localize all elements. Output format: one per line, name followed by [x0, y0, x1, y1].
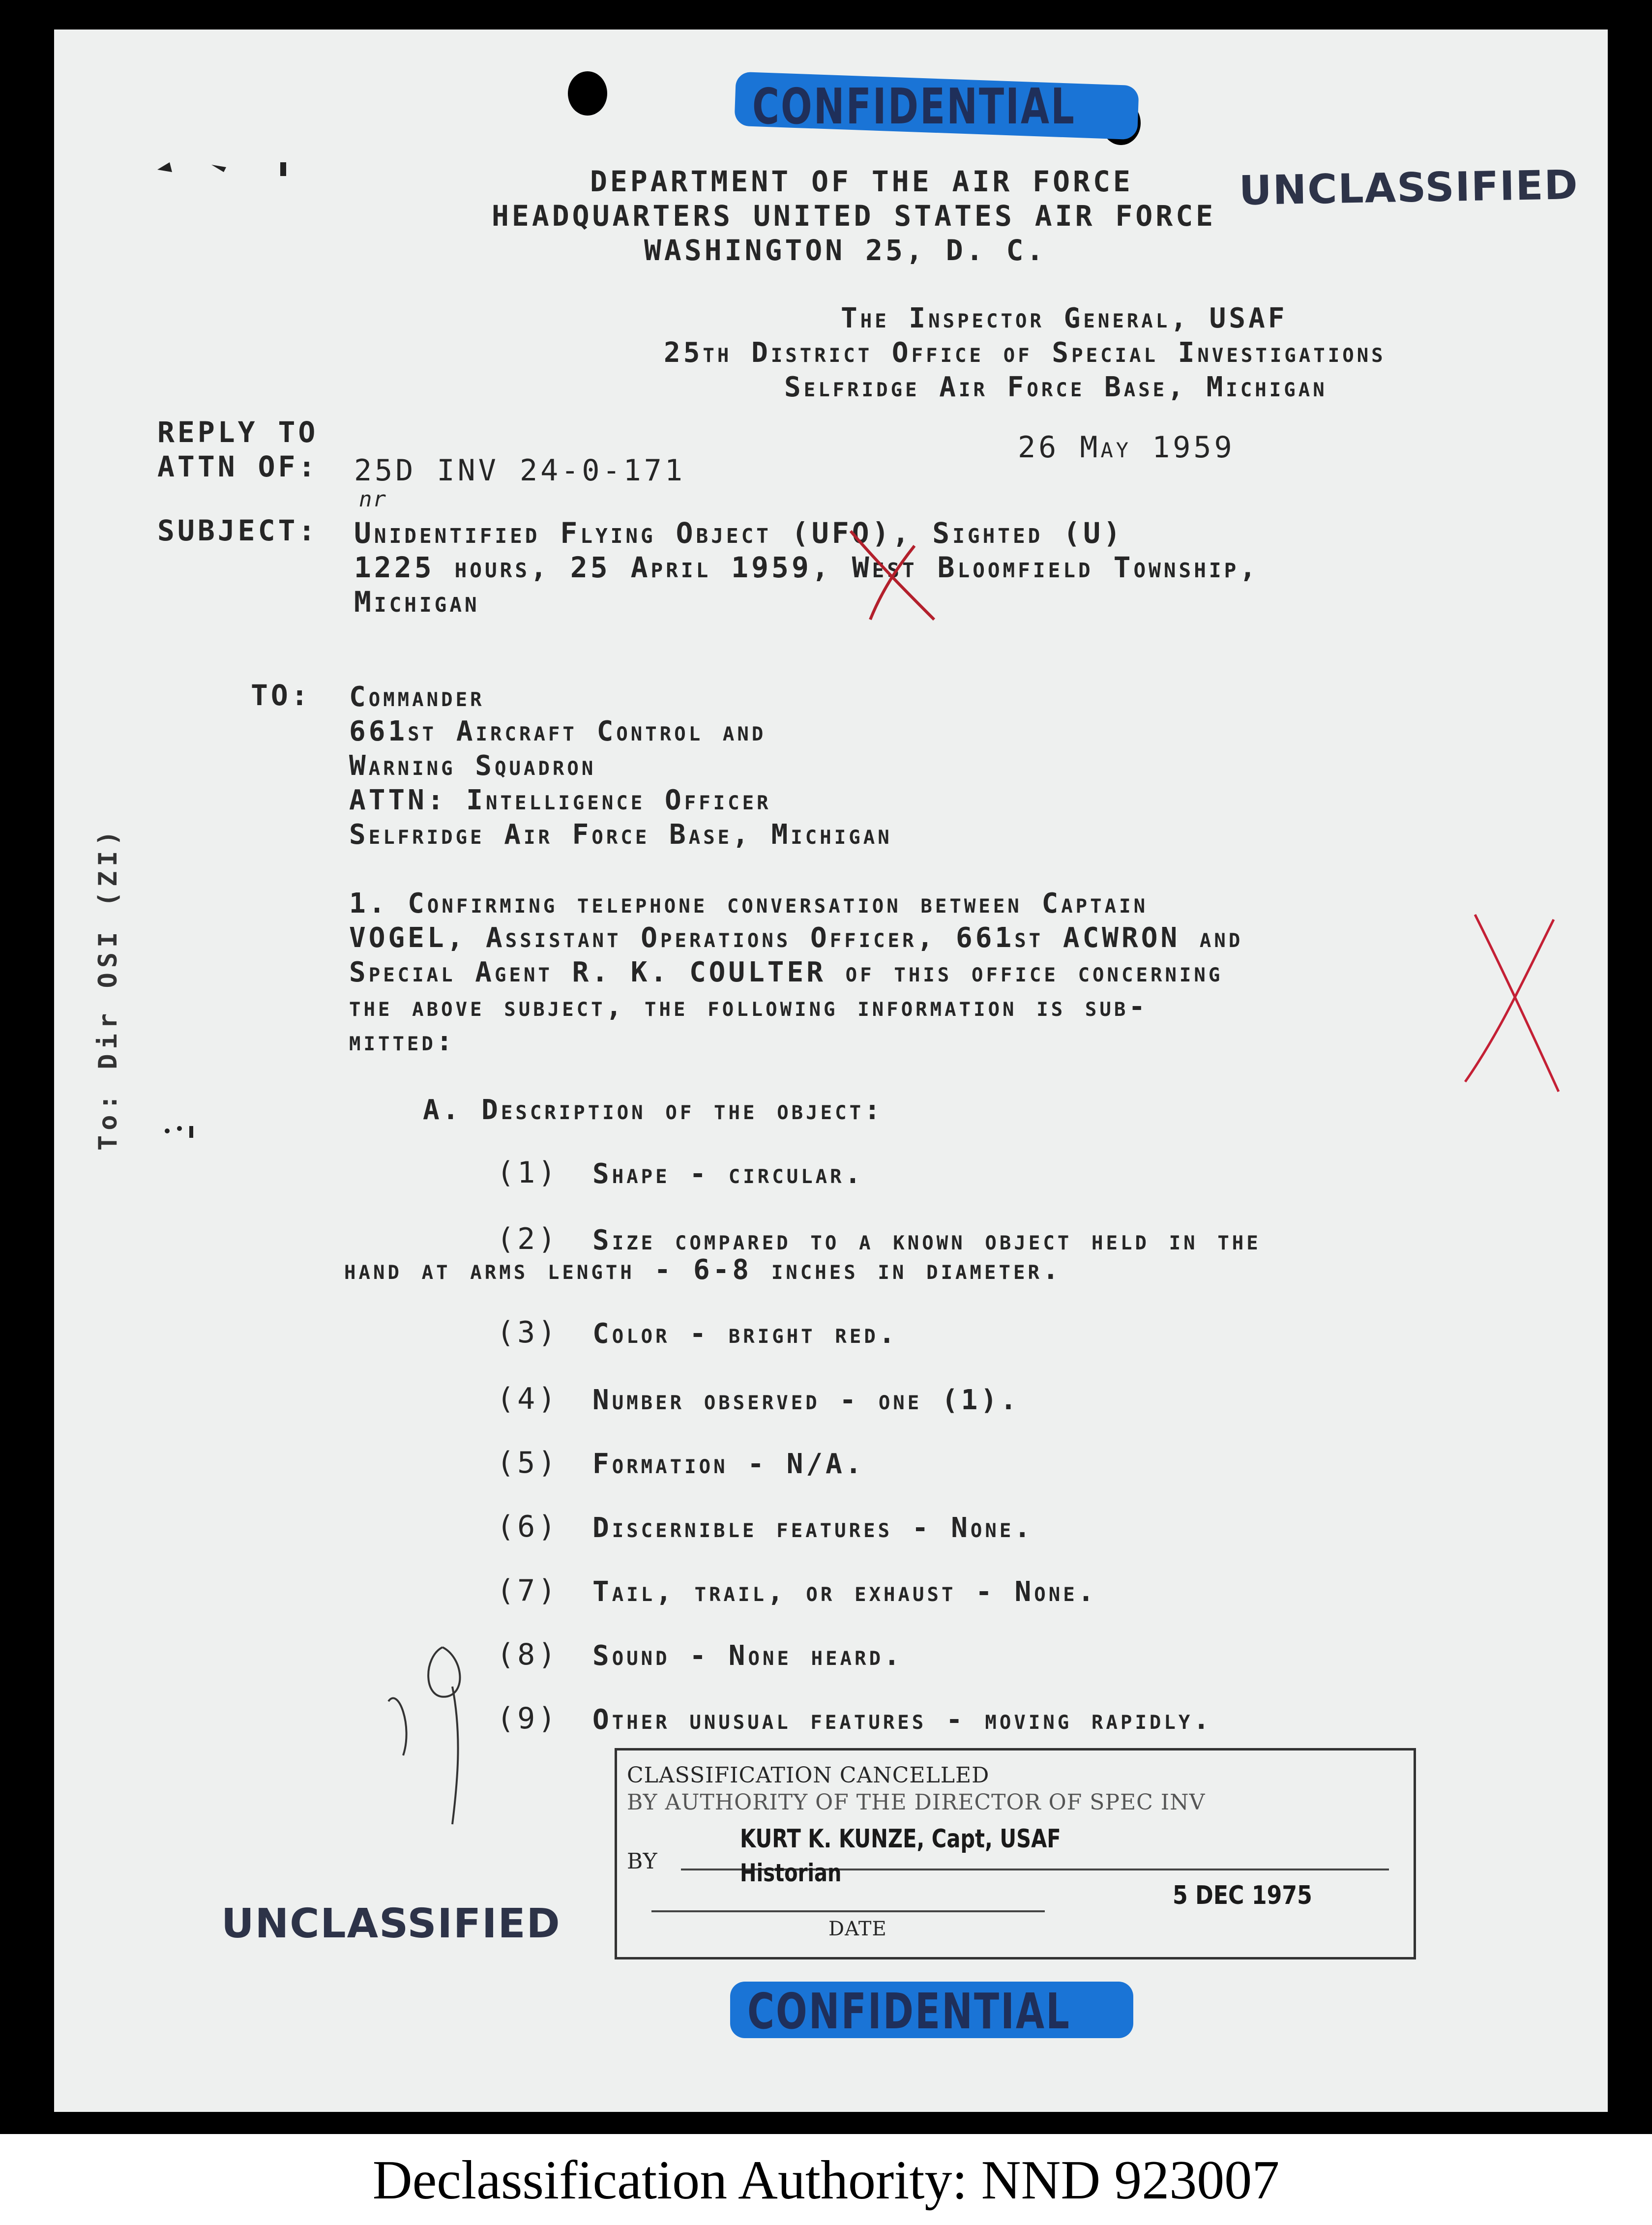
item-8-text: Sound - None heard.: [592, 1640, 903, 1672]
subject-line-1: Unidentified Flying Object (UFO), Sighted (U): [354, 516, 1124, 550]
declassification-authority: Declassification Authority: NND 923007: [372, 2150, 1280, 2211]
declassification-stamp-box: [615, 1748, 1416, 1959]
footer-bar: [0, 2134, 1652, 2225]
subject-line-2: 1225 hours, 25 April 1959, West Bloomfield Township,: [354, 551, 1260, 584]
to-line-4: ATTN: Intelligence Officer: [349, 784, 771, 816]
item-4-text: Number observed - one (1).: [592, 1384, 1020, 1416]
item-8-number: (8): [497, 1637, 559, 1672]
to-line-5: Selfridge Air Force Base, Michigan: [349, 819, 892, 851]
item-2-text-continued: hand at arms length - 6-8 inches in diameter.: [344, 1254, 1062, 1286]
item-7-text: Tail, trail, or exhaust - None.: [592, 1576, 1097, 1608]
item-3-text: Color - bright red.: [592, 1318, 898, 1350]
item-7-number: (7): [497, 1573, 559, 1608]
red-strike-mark: [841, 526, 939, 624]
paragraph-1-line-1: 1. Confirming telephone conversation between Captain: [349, 888, 1149, 920]
handwritten-initials: [369, 1628, 497, 1834]
letterhead-line-3: WASHINGTON 25, D. C.: [644, 234, 1047, 267]
paragraph-1-line-4: the above subject, the following information is sub-: [349, 991, 1149, 1023]
item-2-text: Size compared to a known object held in the: [592, 1224, 1261, 1256]
item-5-text: Formation - N/A.: [592, 1448, 865, 1480]
item-9-number: (9): [497, 1701, 559, 1736]
red-x-mark: [1460, 910, 1568, 1097]
confidential-stamp-bottom: CONFIDENTIAL: [747, 1983, 1071, 2040]
document-page: [54, 30, 1608, 2112]
to-label: TO:: [251, 679, 311, 712]
to-line-1: Commander: [349, 681, 485, 713]
item-9-text: Other unusual features - moving rapidly.: [592, 1704, 1213, 1736]
unclassified-stamp-top: UNCLASSIFIED: [1239, 161, 1579, 215]
office-line-2: 25th District Office of Special Investigations: [664, 337, 1386, 369]
to-line-3: Warning Squadron: [349, 750, 596, 782]
to-line-2: 661st Aircraft Control and: [349, 715, 767, 747]
margin-dots: [162, 1121, 202, 1151]
letter-date: 26 May 1959: [1018, 430, 1235, 465]
date-line: [651, 1910, 1045, 1912]
item-6-number: (6): [497, 1510, 559, 1544]
subject-label: SUBJECT:: [157, 514, 319, 547]
paragraph-1-line-3: Special Agent R. K. COULTER of this office concerning: [349, 956, 1223, 988]
declass-by-label: BY: [627, 1849, 658, 1874]
file-number: 25D INV 24-0-171: [354, 453, 685, 488]
declass-officer-name: KURT K. KUNZE, Capt, USAF: [740, 1824, 1061, 1854]
unclassified-stamp-bottom: UNCLASSIFIED: [221, 1900, 561, 1947]
attn-of-label: ATTN OF:: [157, 450, 319, 483]
paragraph-1-line-2: VOGEL, Assistant Operations Officer, 661st ACWRON and: [349, 922, 1243, 954]
confidential-stamp-top: CONFIDENTIAL: [752, 78, 1076, 135]
letterhead-line-2: HEADQUARTERS UNITED STATES AIR FORCE: [492, 199, 1216, 233]
reply-to-label: REPLY TO: [157, 415, 319, 449]
item-4-number: (4): [497, 1382, 559, 1416]
section-a-heading: A. Description of the object:: [423, 1094, 884, 1126]
item-3-number: (3): [497, 1315, 559, 1350]
subject-annotation: nr: [359, 487, 387, 512]
paragraph-1-line-5: mitted:: [349, 1025, 456, 1057]
item-1-number: (1): [497, 1156, 559, 1190]
office-line-3: Selfridge Air Force Base, Michigan: [784, 371, 1328, 403]
declass-date-label: DATE: [828, 1918, 887, 1940]
item-5-number: (5): [497, 1446, 559, 1480]
item-1-text: Shape - circular.: [592, 1158, 864, 1190]
declass-line-1: CLASSIFICATION CANCELLED: [627, 1763, 990, 1788]
declass-date: 5 DEC 1975: [1173, 1881, 1312, 1910]
item-2-number: (2): [497, 1222, 559, 1256]
margin-routing-note: To: Dir OSI (ZI): [93, 826, 123, 1151]
declass-officer-title: Historian: [740, 1859, 842, 1887]
ink-marks: [152, 143, 300, 192]
item-6-text: Discernible features - None.: [592, 1512, 1034, 1544]
letterhead-line-1: DEPARTMENT OF THE AIR FORCE: [590, 165, 1133, 198]
declass-line-2: BY AUTHORITY OF THE DIRECTOR OF SPEC INV: [627, 1790, 1206, 1815]
office-line-1: The Inspector General, USAF: [841, 302, 1288, 334]
punch-hole-left: [568, 71, 607, 116]
subject-line-3: Michigan: [354, 585, 480, 619]
